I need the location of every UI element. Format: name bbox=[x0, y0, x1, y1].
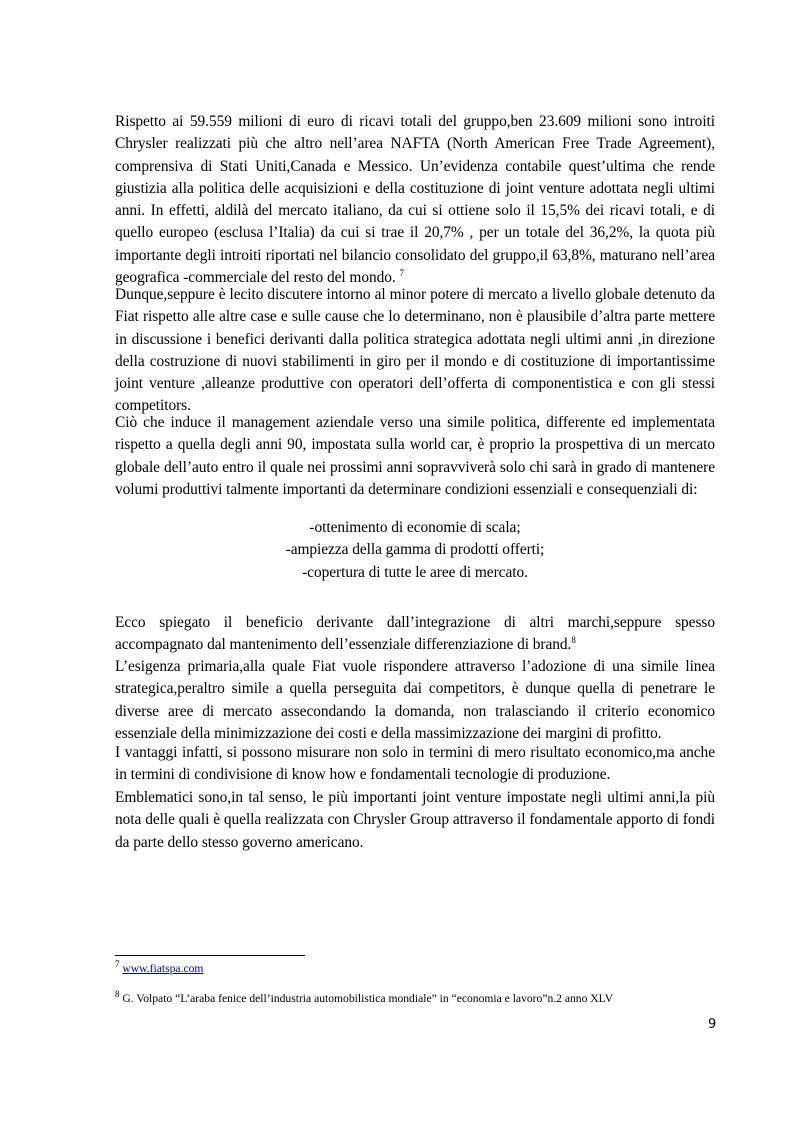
conditions-list bbox=[115, 517, 715, 584]
list-item: -ottenimento di economie di scala; bbox=[309, 519, 521, 536]
page-number: 9 bbox=[708, 1017, 717, 1032]
paragraph-text: Ecco spiegato il beneficio derivante dall’integrazione di altri marchi,seppure spesso accompagnato dal mantenimento dell’essenziale differenziazione di brand. bbox=[115, 614, 715, 654]
paragraph-text: L’esigenza primaria,alla quale Fiat vuole rispondere attraverso l’adozione di una simile linea strategica,peraltro simile a quella perseguita dai competitors, è dunque quella di penetrare le diverse aree di mercato assecondando la domanda, non tralasciando il criterio economico essenziale della minimizzazione dei costi e della massimizzazione dei margini di profitto. bbox=[115, 658, 715, 742]
paragraph-brand-integration bbox=[115, 612, 715, 657]
footnote-ref-7: 7 bbox=[399, 267, 404, 278]
paragraph-advantages bbox=[115, 742, 715, 787]
paragraph-joint-ventures bbox=[115, 787, 715, 854]
paragraph-text: Emblematici sono,in tal senso, le più importanti joint venture impostate negli ultimi anni,la più nota delle quali è quella realizzata con Chrysler Group attraverso il fondamentale apporto di fondi da parte dello stesso governo americano. bbox=[115, 789, 715, 851]
paragraph-text: I vantaggi infatti, si possono misurare non solo in termini di mero risultato economico,ma anche in termini di condivisione di know how e fondamentali tecnologie di produzione. bbox=[115, 744, 715, 784]
paragraph-text: Ciò che induce il management aziendale verso una simile politica, differente ed implementata rispetto a quella degli anni 90, impostata sulla world car, è proprio la prospettiva di un mercato globale dell’auto entro il quale nei prossimi anni sopravviverà solo chi sarà in grado di mantenere volumi produttivi talmente importanti da determinare condizioni essenziali e consequenziali di: bbox=[115, 414, 715, 498]
footnote-number: 7 bbox=[115, 959, 120, 970]
fiatspa-link[interactable]: www.fiatspa.com bbox=[122, 962, 204, 975]
footnote-ref-8: 8 bbox=[571, 635, 576, 646]
paragraph-management-policy bbox=[115, 412, 715, 501]
footnote-separator bbox=[115, 955, 305, 956]
list-item: -ampiezza della gamma di prodotti offerti; bbox=[285, 541, 545, 559]
footnote-text: G. Volpato “L’araba fenice dell’industria automobilistica mondiale” in “economia e lavoro”n.2 anno XLV bbox=[122, 992, 614, 1005]
list-item: -copertura di tutte le aree di mercato. bbox=[302, 563, 528, 581]
paragraph-market-power bbox=[115, 284, 715, 418]
paragraph-primary-need bbox=[115, 656, 715, 745]
paragraph-nafta-revenues bbox=[115, 111, 715, 289]
footnote-7 bbox=[115, 959, 204, 976]
footnote-8 bbox=[115, 989, 614, 1006]
footnote-number: 8 bbox=[115, 989, 120, 1000]
paragraph-text: Rispetto ai 59.559 milioni di euro di ricavi totali del gruppo,ben 23.609 milioni sono introiti Chrysler realizzati più che altro nell’area NAFTA (North American Free Trade Agreement), comprensiva di Stati Uniti,Canada e Messico. Un’evidenza contabile quest’ultima che rende giustizia alla politica delle acquisizioni e della costituzione di joint venture adottata negli ultimi anni. In effetti, aldilà del mercato italiano, da cui si ottiene solo il 15,5% dei ricavi totali, e di quello europeo (esclusa l’Italia) da cui si trae il 20,7% , per un totale del 36,2%, la quota più importante degli introiti riportati nel bilancio consolidato del gruppo,il 63,8%, maturano nell’area geografica -commerciale del resto del mondo. bbox=[115, 113, 715, 287]
paragraph-text: Dunque,seppure è lecito discutere intorno al minor potere di mercato a livello globale detenuto da Fiat rispetto alle altre case e sulle cause che lo determinano, non è plausibile d’altra parte mettere in discussione i benefici derivanti dalla politica strategica adottata negli ultimi anni ,in direzione della costruzione di nuovi stabilimenti in giro per il mondo e di costituzione di importantissime joint venture ,alleanze produttive con operatori dell’offerta di componentistica e con gli stessi competitors. bbox=[115, 286, 715, 415]
